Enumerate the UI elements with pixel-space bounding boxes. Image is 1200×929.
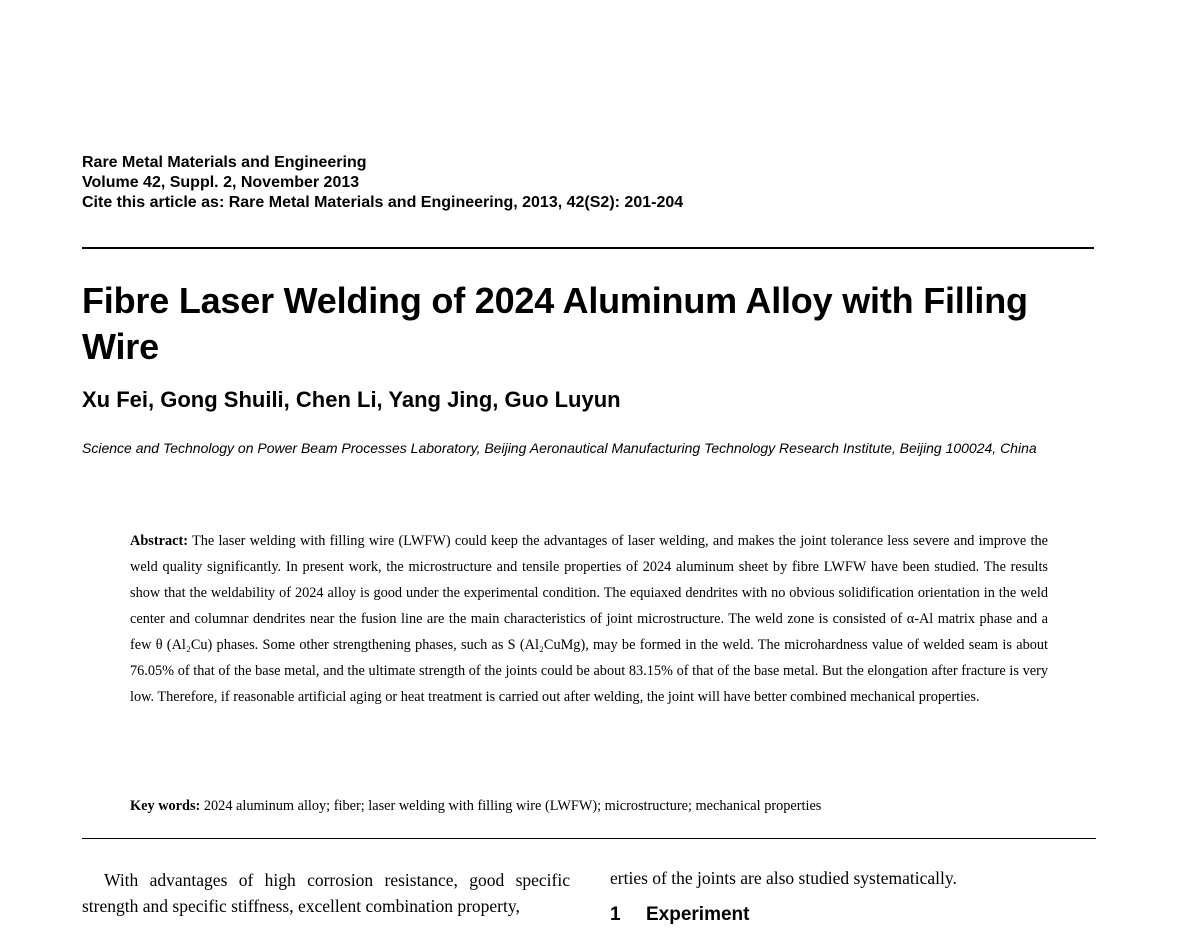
section-title: Experiment	[646, 904, 750, 925]
author-affiliation: Science and Technology on Power Beam Processes Laboratory, Beijing Aeronautical Manufacturing Technology Research Institute, Beijing 100024, China	[82, 440, 1037, 456]
abstract-block	[130, 528, 1048, 710]
body-left-column: With advantages of high corrosion resistance, good specific strength and specific stiffness, excellent combination property,	[82, 870, 570, 916]
paper-title: Fibre Laser Welding of 2024 Aluminum Alloy with Filling Wire	[82, 280, 1028, 367]
abstract-divider	[82, 838, 1096, 839]
journal-volume: Volume 42, Suppl. 2, November 2013	[82, 174, 360, 191]
abstract-text: The laser welding with filling wire (LWFW) could keep the advantages of laser welding, and makes the joint tolerance less severe and improve the weld quality significantly. In present work, the microstructure and tensile properties of 2024 aluminum sheet by fibre LWFW have been studied. The results show that the weldability of 2024 alloy is good under the experimental condition. The equiaxed dendrites with no obvious solidification orientation in the weld center and columnar dendrites near the fusion line are the main characteristics of joint microstructure. The weld zone is consisted of α-Al matrix phase and a few θ (Al₂Cu) phases. Some other strengthening phases, such as S (Al₂CuMg), may be formed in the weld. The microhardness value of welded seam is about 76.05% of that of the base metal, and the ultimate strength of the joints could be about 83.15% of that of the base metal. But the elongation after fracture is very low. Therefore, if reasonable artificial aging or heat treatment is carried out after welding, the joint will have better combined mechanical properties.	[130, 533, 1048, 705]
author-list: Xu Fei, Gong Shuili, Chen Li, Yang Jing, Guo Luyun	[82, 387, 621, 412]
journal-name: Rare Metal Materials and Engineering	[82, 154, 367, 171]
journal-header	[82, 153, 683, 213]
citation-line: Cite this article as: Rare Metal Materials and Engineering, 2013, 42(S2): 201-204	[82, 194, 684, 211]
keywords-text: 2024 aluminum alloy; fiber; laser welding with filling wire (LWFW); microstructure; mechanical properties	[203, 798, 822, 814]
header-divider	[82, 247, 1094, 249]
keywords-label: Key words:	[130, 798, 201, 814]
keywords-block	[130, 793, 1060, 819]
section-heading	[610, 902, 749, 928]
body-right-column: erties of the joints are also studied systematically.	[610, 868, 957, 888]
abstract-label: Abstract:	[130, 533, 188, 549]
section-number: 1	[610, 904, 621, 925]
